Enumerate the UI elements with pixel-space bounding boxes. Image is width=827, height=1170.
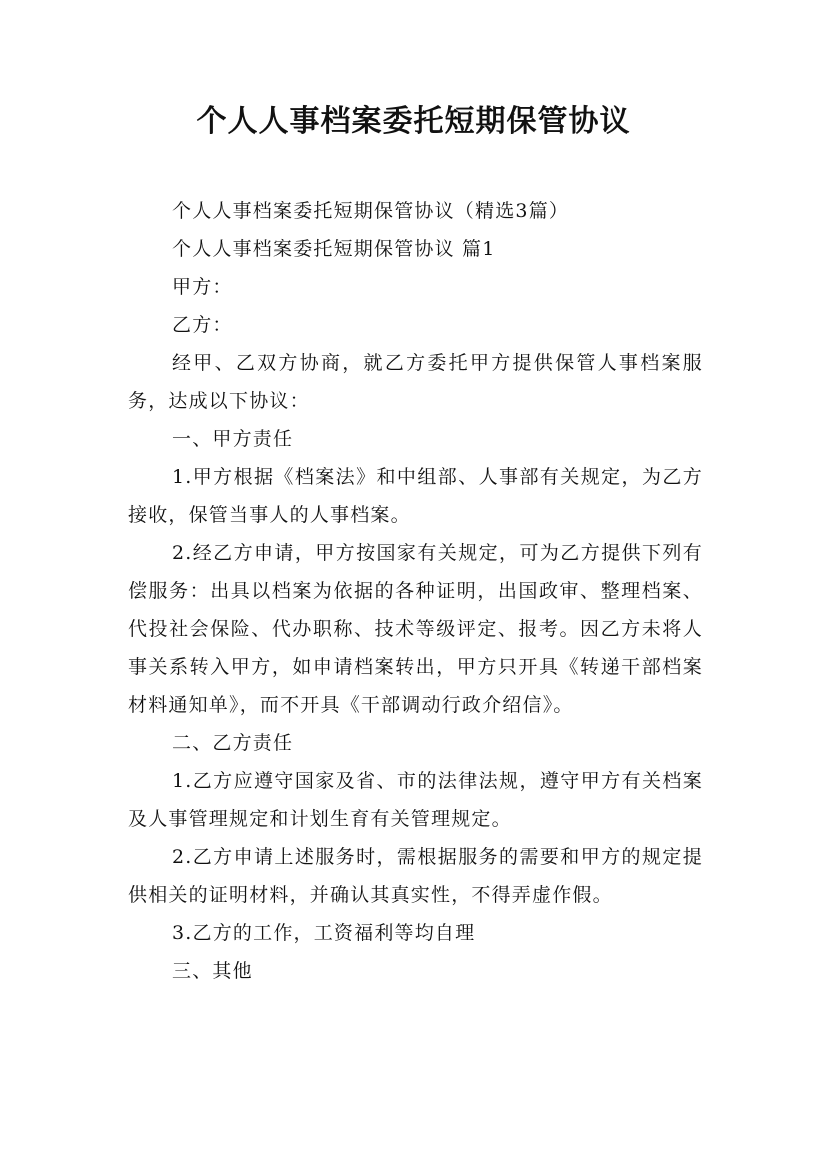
document-body — [128, 192, 703, 990]
paragraph-b-clause-1: 1.乙方应遵守国家及省、市的法律法规，遵守甲方有关档案及人事管理规定和计划生育有关管理规定。 — [128, 770, 703, 830]
heading-other: 三、其他 — [172, 960, 253, 982]
paragraph-party-b: 乙方： — [172, 314, 233, 336]
heading-party-b-duties: 二、乙方责任 — [172, 732, 294, 754]
paragraph-section-heading: 个人人事档案委托短期保管协议 篇1 — [172, 238, 496, 260]
paragraph-a-clause-2: 2.经乙方申请，甲方按国家有关规定，可为乙方提供下列有偿服务：出具以档案为依据的各种证明，出国政审、整理档案、代投社会保险、代办职称、技术等级评定、报考。因乙方未将人事关系转入甲方，如申请档案转出，甲方只开具《转递干部档案材料通知单》，而不开具《干部调动行政介绍信》。 — [128, 542, 703, 716]
document-title: 个人人事档案委托短期保管协议 — [196, 104, 631, 139]
paragraph-a-clause-1: 1.甲方根据《档案法》和中组部、人事部有关规定，为乙方接收，保管当事人的人事档案。 — [128, 466, 703, 526]
heading-party-a-duties: 一、甲方责任 — [172, 428, 294, 450]
paragraph-party-a: 甲方： — [172, 276, 233, 298]
paragraph-b-clause-2: 2.乙方申请上述服务时，需根据服务的需要和甲方的规定提供相关的证明材料，并确认其真实性，不得弄虚作假。 — [128, 846, 703, 906]
paragraph-subtitle: 个人人事档案委托短期保管协议（精选3篇） — [172, 200, 570, 222]
paragraph-b-clause-3: 3.乙方的工作，工资福利等均自理 — [172, 922, 476, 944]
paragraph-intro: 经甲、乙双方协商，就乙方委托甲方提供保管人事档案服务，达成以下协议： — [128, 352, 703, 412]
